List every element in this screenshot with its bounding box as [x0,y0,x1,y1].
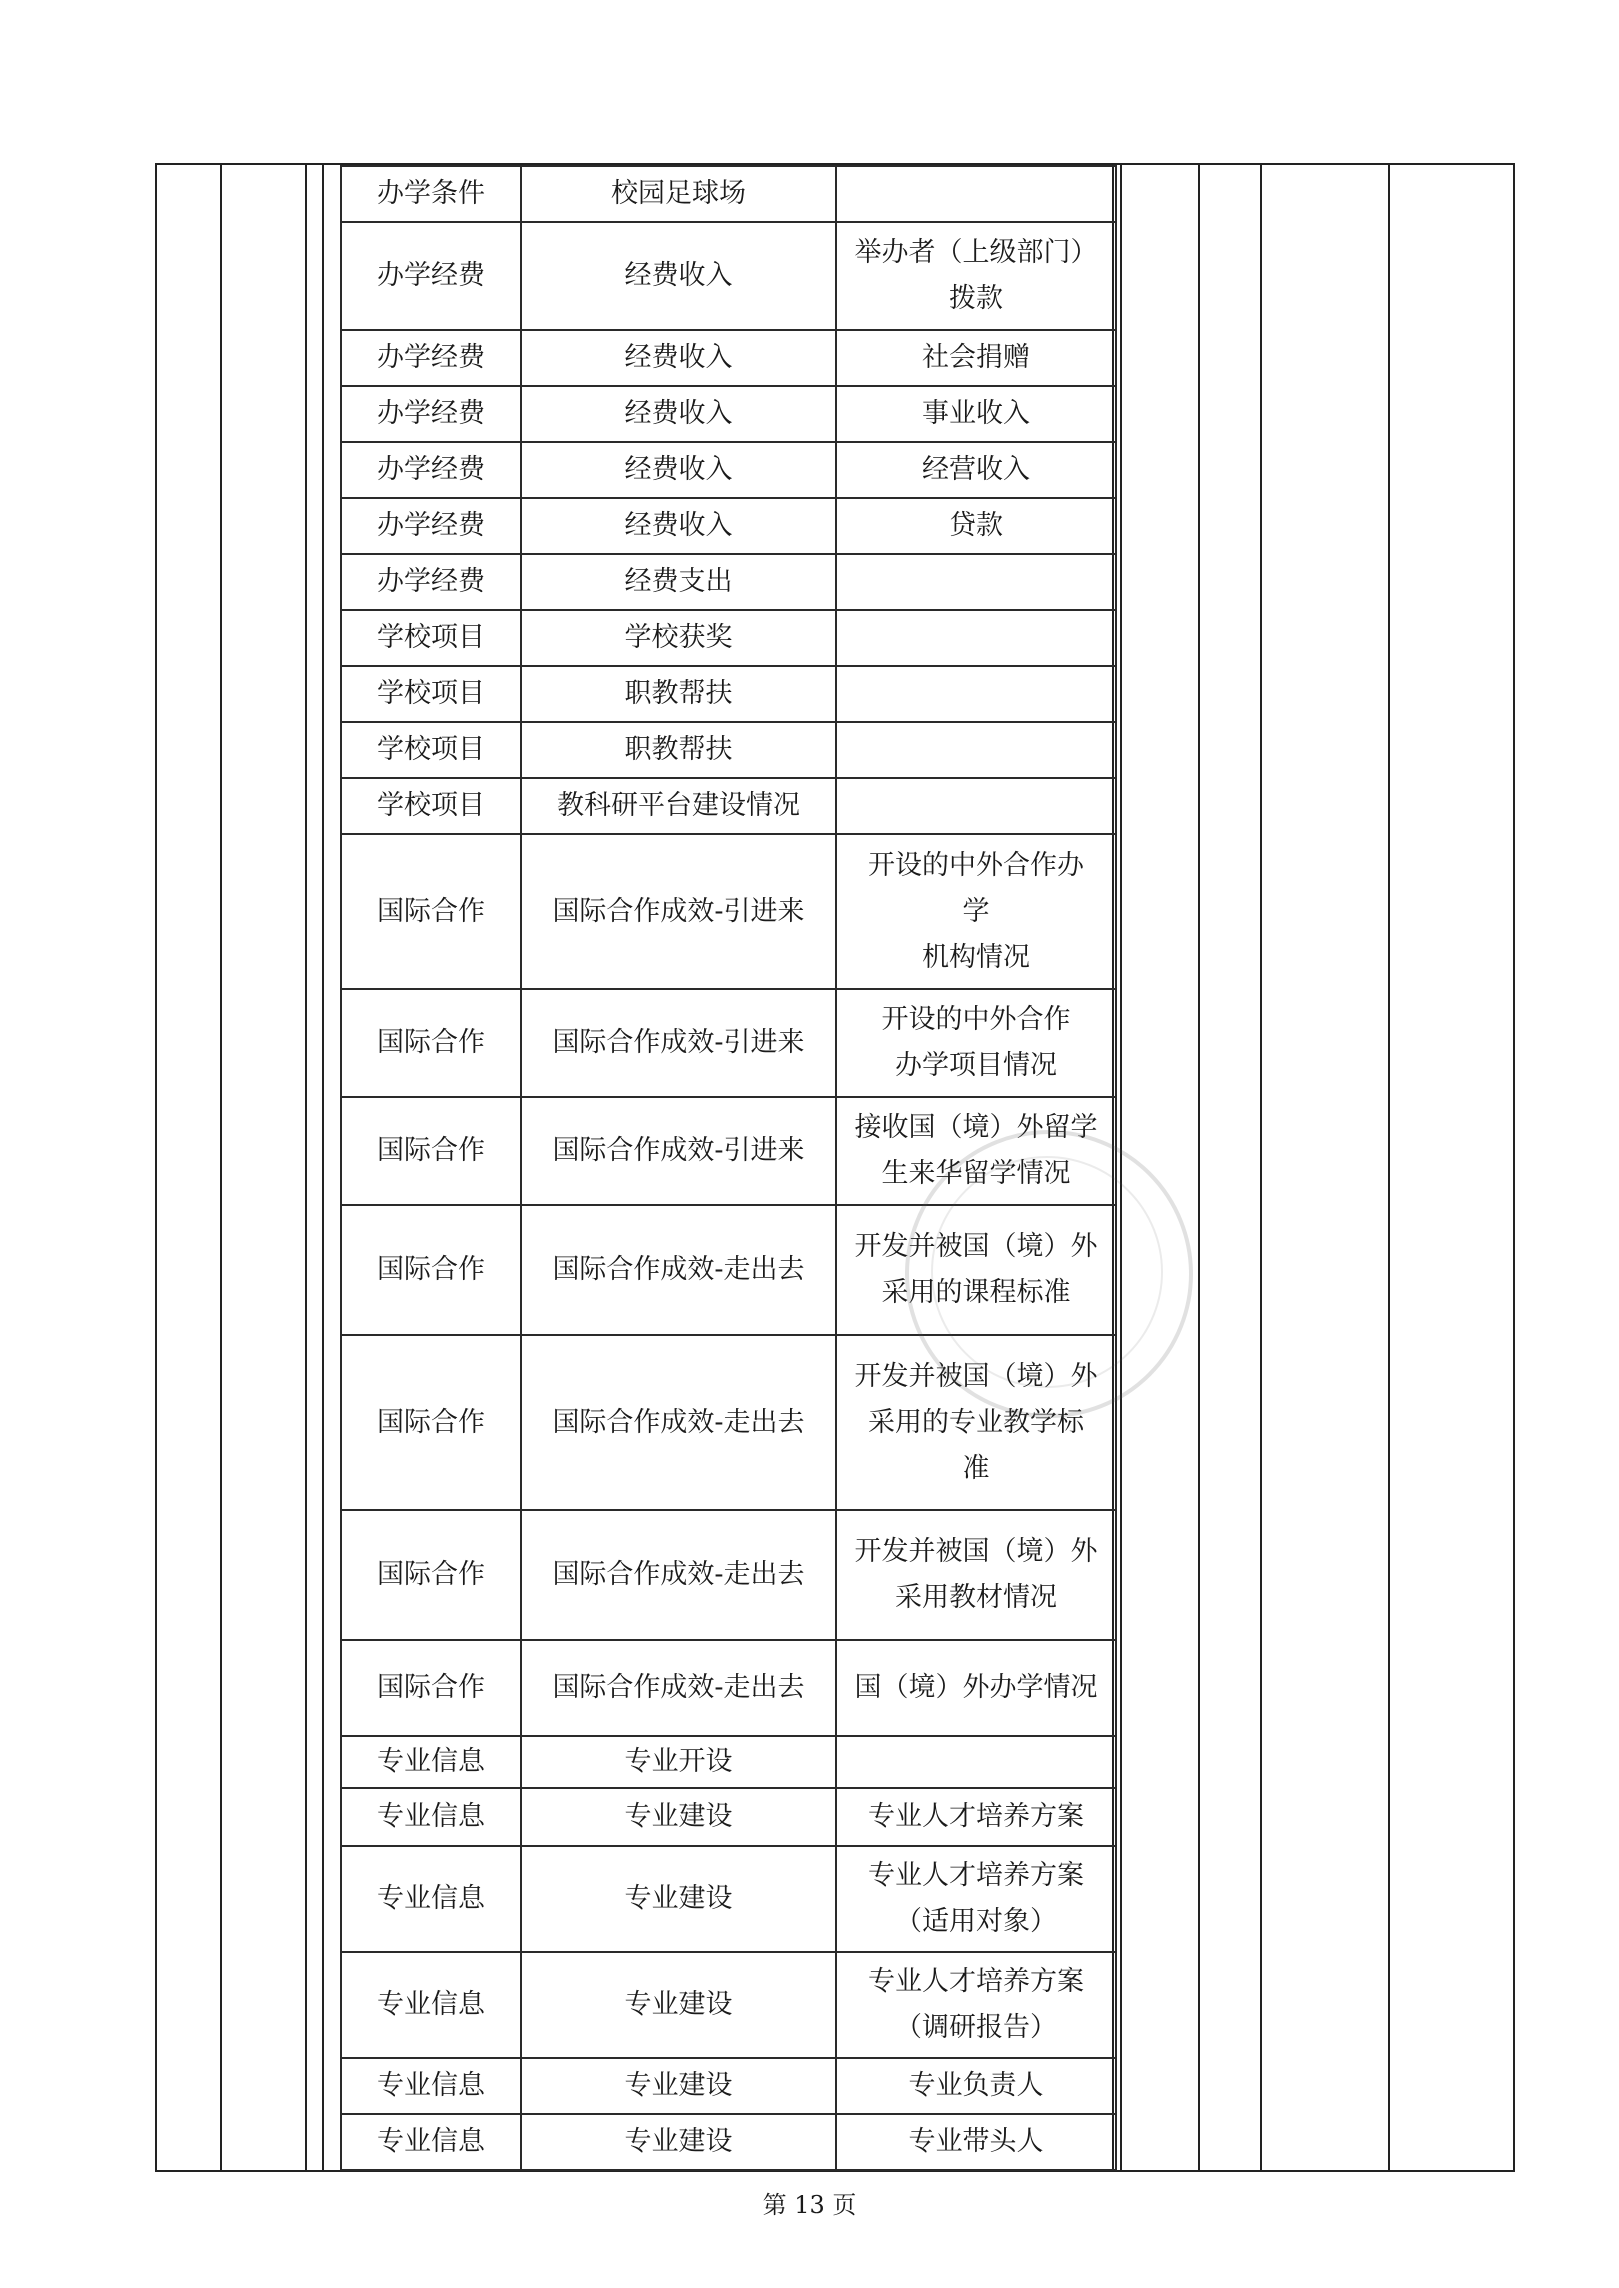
category-cell: 办学经费 [341,554,521,610]
item-cell: 专业建设 [521,1846,836,1952]
category-cell: 学校项目 [341,610,521,666]
table-row [341,498,1116,554]
detail-cell: 事业收入 [836,386,1116,442]
table-row [341,1205,1116,1335]
data-table [340,165,1117,2171]
item-cell: 专业建设 [521,2114,836,2170]
category-cell: 国际合作 [341,1097,521,1205]
item-cell: 经费收入 [521,386,836,442]
frame-col-line [305,163,307,2172]
category-cell: 专业信息 [341,1952,521,2058]
detail-cell [836,722,1116,778]
category-cell: 国际合作 [341,1205,521,1335]
detail-cell: 经营收入 [836,442,1116,498]
item-cell: 专业建设 [521,1788,836,1846]
detail-cell: 举办者（上级部门） 拨款 [836,222,1116,330]
item-cell: 经费收入 [521,442,836,498]
table-row [341,166,1116,222]
detail-cell: 专业带头人 [836,2114,1116,2170]
frame-col-line [1260,163,1262,2172]
table-row [341,1335,1116,1510]
data-table-body [341,166,1116,2170]
detail-cell [836,554,1116,610]
category-cell: 办学经费 [341,498,521,554]
item-cell: 经费收入 [521,222,836,330]
category-cell: 国际合作 [341,989,521,1097]
detail-cell: 专业人才培养方案 （调研报告） [836,1952,1116,2058]
category-cell: 国际合作 [341,1640,521,1736]
table-row [341,386,1116,442]
table-row [341,1510,1116,1640]
item-cell: 国际合作成效-走出去 [521,1205,836,1335]
table-row [341,610,1116,666]
item-cell: 学校获奖 [521,610,836,666]
detail-cell [836,1736,1116,1788]
category-cell: 国际合作 [341,1335,521,1510]
frame-col-line [220,163,222,2172]
frame-col-line [1513,163,1515,2172]
table-row [341,1736,1116,1788]
detail-cell [836,778,1116,834]
item-cell: 专业建设 [521,2058,836,2114]
detail-cell [836,166,1116,222]
item-cell: 教科研平台建设情况 [521,778,836,834]
table-row [341,989,1116,1097]
item-cell: 国际合作成效-走出去 [521,1510,836,1640]
item-cell: 职教帮扶 [521,722,836,778]
table-row [341,222,1116,330]
table-row [341,666,1116,722]
detail-cell: 国（境）外办学情况 [836,1640,1116,1736]
detail-cell: 开发并被国（境）外 采用教材情况 [836,1510,1116,1640]
frame-col-line [1198,163,1200,2172]
table-row [341,1788,1116,1846]
item-cell: 职教帮扶 [521,666,836,722]
detail-cell: 专业负责人 [836,2058,1116,2114]
category-cell: 国际合作 [341,834,521,989]
category-cell: 专业信息 [341,1736,521,1788]
frame-col-line [322,163,324,2172]
item-cell: 国际合作成效-走出去 [521,1640,836,1736]
category-cell: 专业信息 [341,1788,521,1846]
table-row [341,778,1116,834]
table-row [341,330,1116,386]
table-row [341,1952,1116,2058]
frame-col-line [155,163,157,2172]
detail-cell: 开发并被国（境）外 采用的课程标准 [836,1205,1116,1335]
item-cell: 经费收入 [521,330,836,386]
table-row [341,2058,1116,2114]
frame-col-line [1120,163,1122,2172]
item-cell: 国际合作成效-走出去 [521,1335,836,1510]
table-row [341,554,1116,610]
detail-cell: 开设的中外合作办 学 机构情况 [836,834,1116,989]
category-cell: 办学经费 [341,330,521,386]
table-row [341,1640,1116,1736]
item-cell: 国际合作成效-引进来 [521,1097,836,1205]
category-cell: 国际合作 [341,1510,521,1640]
category-cell: 学校项目 [341,778,521,834]
frame-col-line [1388,163,1390,2172]
table-row [341,2114,1116,2170]
category-cell: 专业信息 [341,2114,521,2170]
detail-cell: 社会捐赠 [836,330,1116,386]
category-cell: 办学经费 [341,386,521,442]
detail-cell: 接收国（境）外留学 生来华留学情况 [836,1097,1116,1205]
table-row [341,834,1116,989]
detail-cell: 开设的中外合作 办学项目情况 [836,989,1116,1097]
category-cell: 办学条件 [341,166,521,222]
item-cell: 国际合作成效-引进来 [521,989,836,1097]
table-row [341,1846,1116,1952]
table-row [341,442,1116,498]
item-cell: 国际合作成效-引进来 [521,834,836,989]
category-cell: 学校项目 [341,666,521,722]
page-number: 第 13 页 [762,2191,857,2219]
item-cell: 校园足球场 [521,166,836,222]
detail-cell: 贷款 [836,498,1116,554]
category-cell: 办学经费 [341,222,521,330]
detail-cell [836,666,1116,722]
item-cell: 专业开设 [521,1736,836,1788]
table-row [341,1097,1116,1205]
detail-cell: 开发并被国（境）外 采用的专业教学标 准 [836,1335,1116,1510]
category-cell: 专业信息 [341,2058,521,2114]
detail-cell: 专业人才培养方案 [836,1788,1116,1846]
category-cell: 办学经费 [341,442,521,498]
table-row [341,722,1116,778]
item-cell: 专业建设 [521,1952,836,2058]
item-cell: 经费收入 [521,498,836,554]
detail-cell: 专业人才培养方案 （适用对象） [836,1846,1116,1952]
category-cell: 学校项目 [341,722,521,778]
item-cell: 经费支出 [521,554,836,610]
detail-cell [836,610,1116,666]
category-cell: 专业信息 [341,1846,521,1952]
